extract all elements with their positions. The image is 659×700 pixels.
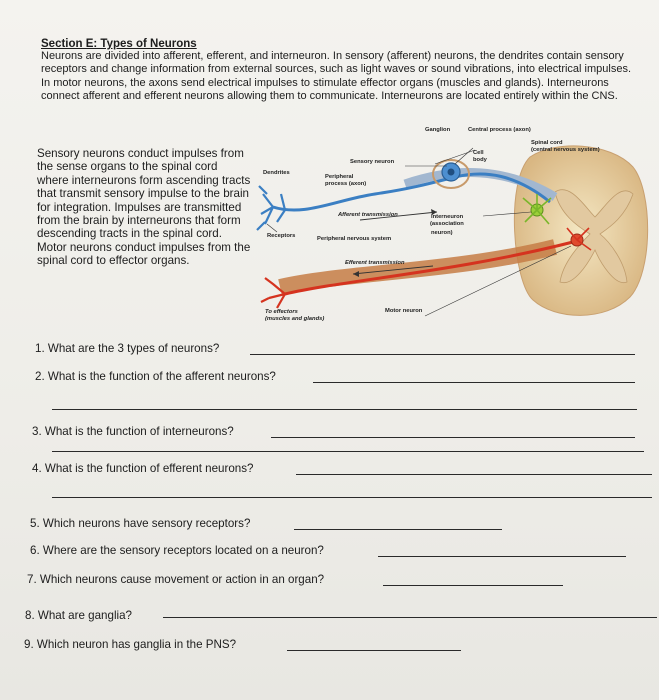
label-motor-neuron: Motor neuron bbox=[385, 308, 423, 314]
label-cell: Cell bbox=[473, 150, 484, 156]
label-neuron-close: neuron) bbox=[431, 230, 453, 236]
label-efferent-transmission: Efferent transmission bbox=[345, 260, 405, 266]
label-to-effectors: To effectors bbox=[265, 309, 298, 315]
label-muscles-glands: (muscles and glands) bbox=[265, 316, 325, 322]
spinal-cord-shape bbox=[514, 146, 647, 315]
answer-line-9[interactable] bbox=[287, 650, 461, 651]
answer-line-2[interactable] bbox=[313, 382, 635, 383]
label-spinal-cord: Spinal cord bbox=[531, 140, 563, 146]
label-interneuron: Interneuron bbox=[431, 214, 464, 220]
question-5: 5. Which neurons have sensory receptors? bbox=[30, 517, 251, 530]
question-6: 6. Where are the sensory receptors located on a neuron? bbox=[30, 544, 324, 557]
label-cns: (central nervous system) bbox=[531, 147, 600, 153]
label-peripheral: Peripheral bbox=[325, 174, 354, 180]
question-4: 4. What is the function of efferent neurons? bbox=[32, 462, 254, 475]
neuron-diagram bbox=[255, 122, 650, 332]
section-heading: Section E: Types of Neurons bbox=[41, 38, 197, 50]
label-receptors: Receptors bbox=[267, 233, 296, 239]
label-body: body bbox=[473, 157, 487, 163]
answer-line-8[interactable] bbox=[163, 617, 657, 618]
answer-line-7[interactable] bbox=[383, 585, 563, 586]
label-association: (association bbox=[430, 221, 464, 227]
label-pns: Peripheral nervous system bbox=[317, 236, 392, 242]
question-2: 2. What is the function of the afferent neurons? bbox=[35, 370, 276, 383]
ventral-root bbox=[280, 247, 555, 287]
intro-paragraph: Neurons are divided into afferent, efferent, and interneuron. In sensory (afferent) neurons, the dendrites contain sensory receptors and change information from external sources, such as light waves or sound vibrations, into electrical impulses. In motor neurons, the axons send electrical impulses to stimulate effector organs (muscles and glands). Interneurons connect afferent and efferent neurons allowing them to communicate. Interneurons are located entirely within the CNS. bbox=[41, 50, 632, 102]
label-afferent-transmission: Afferent transmission bbox=[338, 212, 398, 218]
label-sensory-neuron: Sensory neuron bbox=[350, 159, 395, 165]
question-7: 7. Which neurons cause movement or action in an organ? bbox=[27, 573, 325, 586]
answer-line-1[interactable] bbox=[250, 354, 635, 355]
question-1: 1. What are the 3 types of neurons? bbox=[35, 342, 220, 355]
sensory-description: Sensory neurons conduct impulses from the sense organs to the spinal cord where interneurons form ascending tracts that transmit sensory impulse to the brain for integration. Impulses are transmitted from the brain by interneurons that form descending tracts in the spinal cord. Motor neurons conduct impulses from the spinal cord to effector organs. bbox=[37, 147, 251, 268]
answer-line-4[interactable] bbox=[296, 474, 652, 475]
answer-line-2b[interactable] bbox=[52, 409, 637, 410]
question-8: 8. What are ganglia? bbox=[25, 609, 132, 622]
answer-line-5[interactable] bbox=[294, 529, 502, 530]
answer-line-3b[interactable] bbox=[52, 451, 644, 452]
answer-line-4b[interactable] bbox=[52, 497, 652, 498]
answer-line-3[interactable] bbox=[271, 437, 635, 438]
label-central-process: Central process (axon) bbox=[468, 127, 531, 133]
label-process-axon: process (axon) bbox=[325, 181, 367, 187]
answer-line-6[interactable] bbox=[378, 556, 626, 557]
label-ganglion: Ganglion bbox=[425, 127, 451, 133]
label-dendrites: Dendrites bbox=[263, 170, 290, 176]
question-9: 9. Which neuron has ganglia in the PNS? bbox=[24, 638, 237, 651]
question-3: 3. What is the function of interneurons? bbox=[32, 425, 234, 438]
